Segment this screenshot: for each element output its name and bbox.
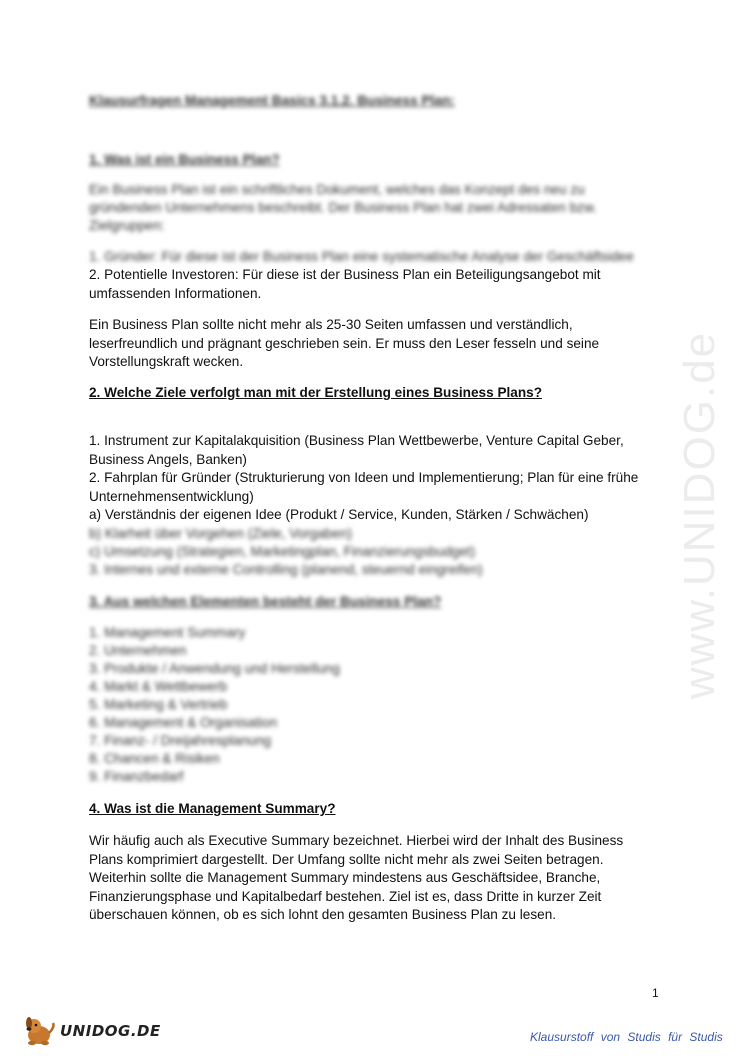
- q1-item-founder: 1. Gründer: Für diese ist der Business Plan eine systematische Analyse der Geschäftsidee: [89, 249, 634, 264]
- watermark-text: www.UNIDOG.de: [675, 330, 724, 700]
- q3-heading: 3. Aus welchen Elementen besteht der Business Plan?: [89, 594, 442, 609]
- q3-list-item: 5. Marketing & Vertrieb: [89, 697, 228, 712]
- q4-line: Plans komprimiert dargestellt. Der Umfang sollte nicht mehr als zwei Seiten betragen.: [89, 852, 604, 867]
- q2-line: Business Angels, Banken): [89, 452, 247, 467]
- logo-text: UNIDOG.DE: [60, 1022, 161, 1040]
- document-title: Klausurfragen Management Basics 3.1.2. Business Plan:: [89, 93, 455, 108]
- q3-list-item: 2. Unternehmen: [89, 643, 187, 658]
- q1-paragraph-line: Ein Business Plan ist ein schriftliches Dokument, welches das Konzept des neu zu: [89, 182, 585, 197]
- q4-line: überschauen können, ob es sich lohnt den gesamten Business Plan zu lesen.: [89, 907, 557, 922]
- q1-p2-line: Ein Business Plan sollte nicht mehr als 25-30 Seiten umfassen und verständlich,: [89, 317, 573, 332]
- q3-list-item: 6. Management & Organisation: [89, 715, 278, 730]
- q2-blurred-line: 3. Internes und externe Controlling (planend, steuernd eingreifen): [89, 562, 483, 577]
- q2-line: Unternehmensentwicklung): [89, 489, 254, 504]
- q3-list-item: 9. Finanzbedarf: [89, 769, 184, 784]
- q1-item-investors-cont: umfassenden Informationen.: [89, 286, 262, 301]
- q2-heading: 2. Welche Ziele verfolgt man mit der Erstellung eines Business Plans?: [89, 385, 543, 400]
- footer-tagline: Klausurstoff von Studis für Studis: [530, 1030, 723, 1044]
- q1-p2-line: Vorstellungskraft wecken.: [89, 354, 244, 369]
- q4-heading: 4. Was ist die Management Summary?: [89, 801, 336, 816]
- unidog-logo: [22, 1013, 161, 1049]
- q1-p2-line: leserfreundlich und prägnant geschrieben sein. Er muss den Leser fesseln und seine: [89, 336, 600, 351]
- q3-list-item: 8. Chancen & Risiken: [89, 751, 220, 766]
- q2-blurred-line: b) Klarheit über Vorgehen (Ziele, Vorgaben): [89, 526, 352, 541]
- q1-paragraph-line: Zielgruppen:: [89, 218, 165, 233]
- q1-paragraph-line: gründenden Unternehmens beschreibt. Der Business Plan hat zwei Adressaten bzw.: [89, 200, 597, 215]
- q1-heading: 1. Was ist ein Business Plan?: [89, 152, 280, 167]
- q3-list-item: 1. Management Summary: [89, 625, 246, 640]
- q4-line: Weiterhin sollte die Management Summary mindestens aus Geschäftsidee, Branche,: [89, 870, 601, 885]
- q2-line: 1. Instrument zur Kapitalakquisition (Business Plan Wettbewerbe, Venture Capital Geber,: [89, 433, 624, 448]
- q3-list-item: 4. Markt & Wettbewerb: [89, 679, 228, 694]
- q3-list-item: 7. Finanz- / Dreijahresplanung: [89, 733, 272, 748]
- dog-icon: [22, 1015, 56, 1047]
- page-number: 1: [652, 986, 659, 1000]
- q1-item-investors: 2. Potentielle Investoren: Für diese ist der Business Plan ein Beteiligungsangebot mit: [89, 267, 601, 282]
- q4-line: Wir häufig auch als Executive Summary bezeichnet. Hierbei wird der Inhalt des Business: [89, 833, 624, 848]
- q4-line: Finanzierungsphase und Kapitalbedarf bestehen. Ziel ist es, dass Dritte in kurzer Zeit: [89, 889, 602, 904]
- q2-line: 2. Fahrplan für Gründer (Strukturierung von Ideen und Implementierung; Plan für eine frühe: [89, 470, 639, 485]
- q2-blurred-line: c) Umsetzung (Strategien, Marketingplan, Finanzierungsbudget): [89, 544, 476, 559]
- watermark: [650, 280, 750, 750]
- q2-line: a) Verständnis der eigenen Idee (Produkt / Service, Kunden, Stärken / Schwächen): [89, 507, 589, 522]
- q3-list-item: 3. Produkte / Anwendung und Herstellung: [89, 661, 340, 676]
